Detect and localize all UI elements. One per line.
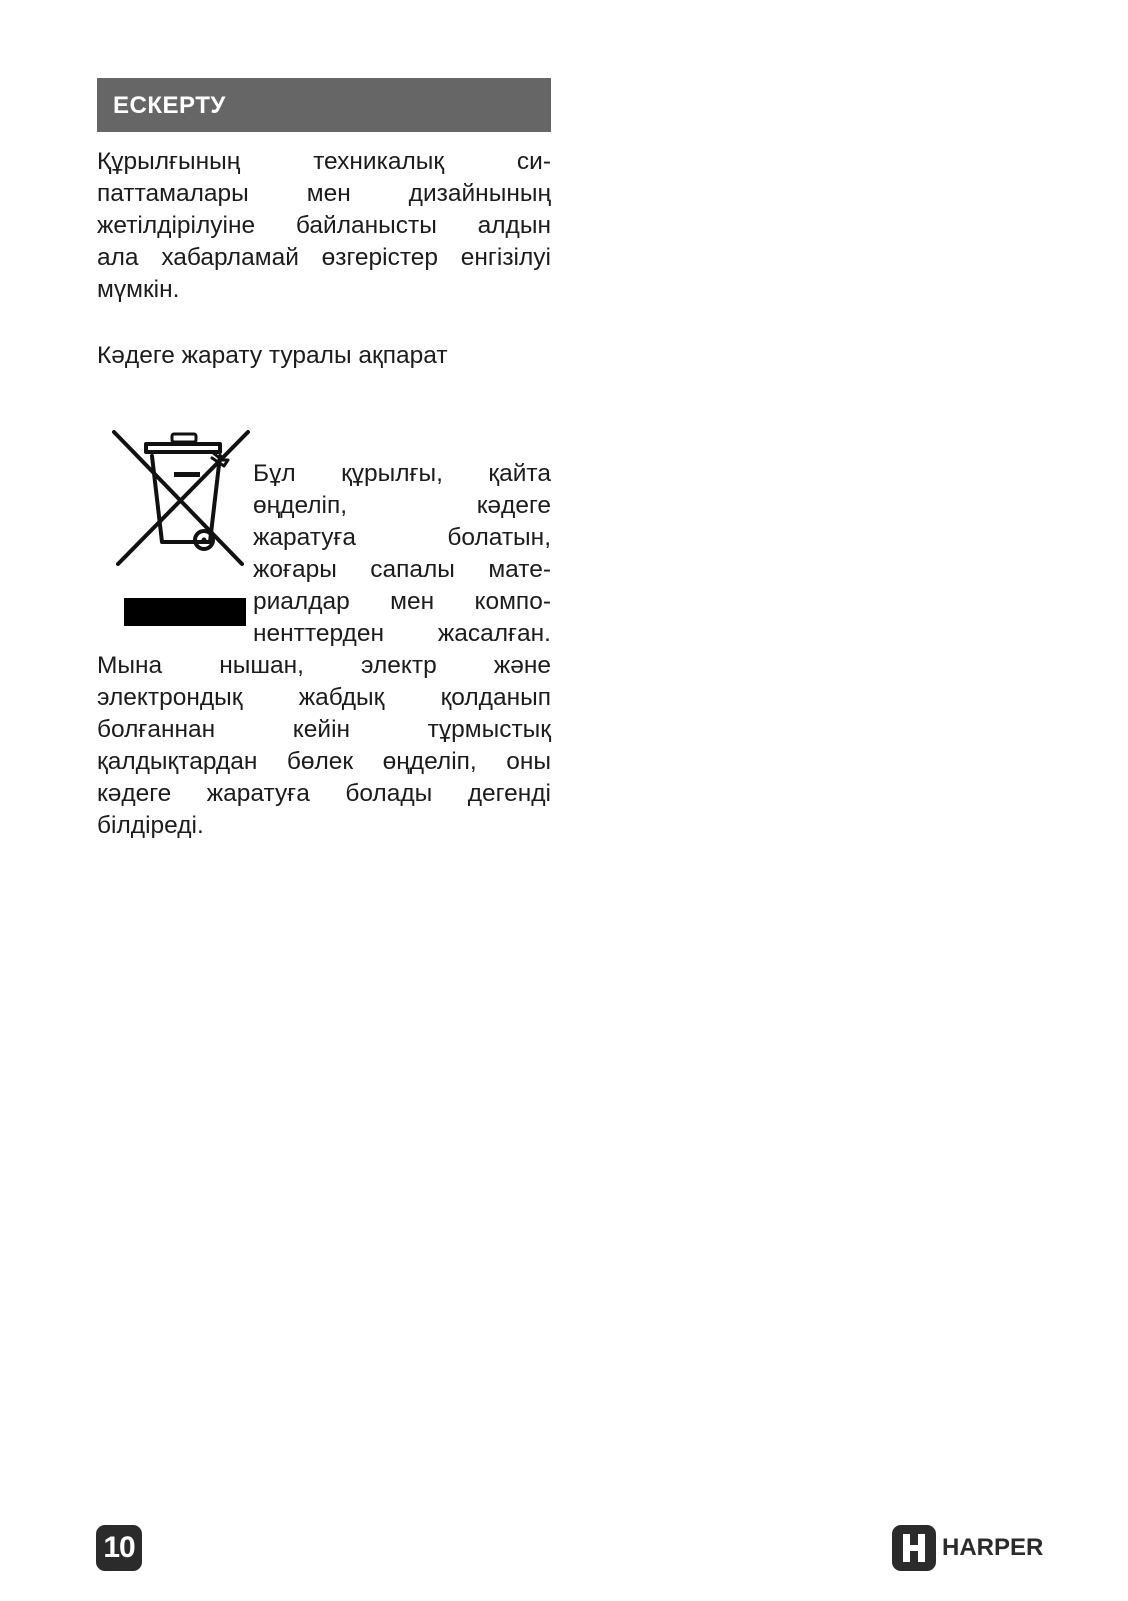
disposal-side-line: [253, 618, 551, 650]
word: Мына: [97, 652, 163, 679]
notice-line: [97, 274, 551, 306]
word: дегенді: [467, 780, 551, 807]
word: болатын,: [447, 524, 551, 551]
word: Құрылғының: [97, 148, 241, 175]
brand-name: HARPER: [942, 1534, 1044, 1561]
disposal-line: [97, 650, 551, 682]
word: мүмкін.: [97, 276, 180, 303]
notice-heading: ЕСКЕРТУ: [97, 78, 551, 132]
word: енгізілуі: [460, 244, 551, 271]
disposal-side-line: [253, 522, 551, 554]
word: байланысты: [295, 212, 437, 239]
word: өңделіп,: [382, 748, 477, 775]
disposal-line: [97, 810, 551, 842]
word: жетілдірілуіне: [97, 212, 256, 239]
word: техникалық: [313, 148, 445, 175]
word: алдын: [477, 212, 551, 239]
word: тұрмыстық: [427, 716, 551, 743]
word: өзгерістер: [321, 244, 439, 271]
disposal-line: [97, 746, 551, 778]
word: сапалы: [370, 556, 455, 583]
notice-line: [97, 146, 551, 178]
word: ненттерден: [253, 620, 384, 647]
disposal-side-line: [253, 586, 551, 618]
word: мен: [306, 180, 351, 207]
word: болғаннан: [97, 716, 216, 743]
word: кәдеге: [97, 780, 172, 807]
word: құрылғы,: [341, 460, 443, 487]
word: қайта: [488, 460, 551, 487]
disposal-line: [97, 778, 551, 810]
disposal-side-line: [253, 554, 551, 586]
word: бөлек: [286, 748, 354, 775]
brand-logo: [892, 1525, 1043, 1571]
disposal-line: [97, 714, 551, 746]
word: дизайнының: [408, 180, 551, 207]
word: мате-: [488, 556, 551, 583]
notice-line: [97, 210, 551, 242]
disposal-title: Кәдеге жарату туралы ақпарат: [97, 342, 448, 369]
word: жаратуға: [206, 780, 310, 807]
word: қалдықтардан: [97, 748, 258, 775]
notice-line: [97, 178, 551, 210]
word: және: [493, 652, 551, 679]
notice-line: [97, 242, 551, 274]
word: мен: [390, 588, 435, 615]
word: жабдық: [298, 684, 385, 711]
harper-h-logo-icon: [892, 1525, 936, 1571]
word: си-: [516, 148, 551, 175]
word: хабарламай: [161, 244, 299, 271]
word: паттамалары: [97, 180, 249, 207]
word: риалдар: [253, 588, 350, 615]
word: жоғары: [253, 556, 337, 583]
word: нышан,: [219, 652, 304, 679]
disposal-side-line: [253, 458, 551, 490]
page-number: 10: [96, 1525, 142, 1571]
word: ала: [97, 244, 139, 271]
word: Бұл: [253, 460, 296, 487]
word: өңделіп,: [253, 492, 348, 519]
word: болады: [345, 780, 433, 807]
word: кейін: [292, 716, 351, 743]
word: қолданып: [440, 684, 551, 711]
disposal-line: [97, 682, 551, 714]
word: электрондық: [97, 684, 243, 711]
word: компо-: [474, 588, 551, 615]
disposal-side-line: [253, 490, 551, 522]
crossed-out-wheelie-bin-icon: [112, 430, 254, 630]
word: жасалған.: [437, 620, 551, 647]
word: электр: [361, 652, 437, 679]
word: кәдеге: [476, 492, 551, 519]
word: жаратуға: [253, 524, 357, 551]
word: білдіреді.: [97, 812, 204, 839]
word: оны: [506, 748, 551, 775]
